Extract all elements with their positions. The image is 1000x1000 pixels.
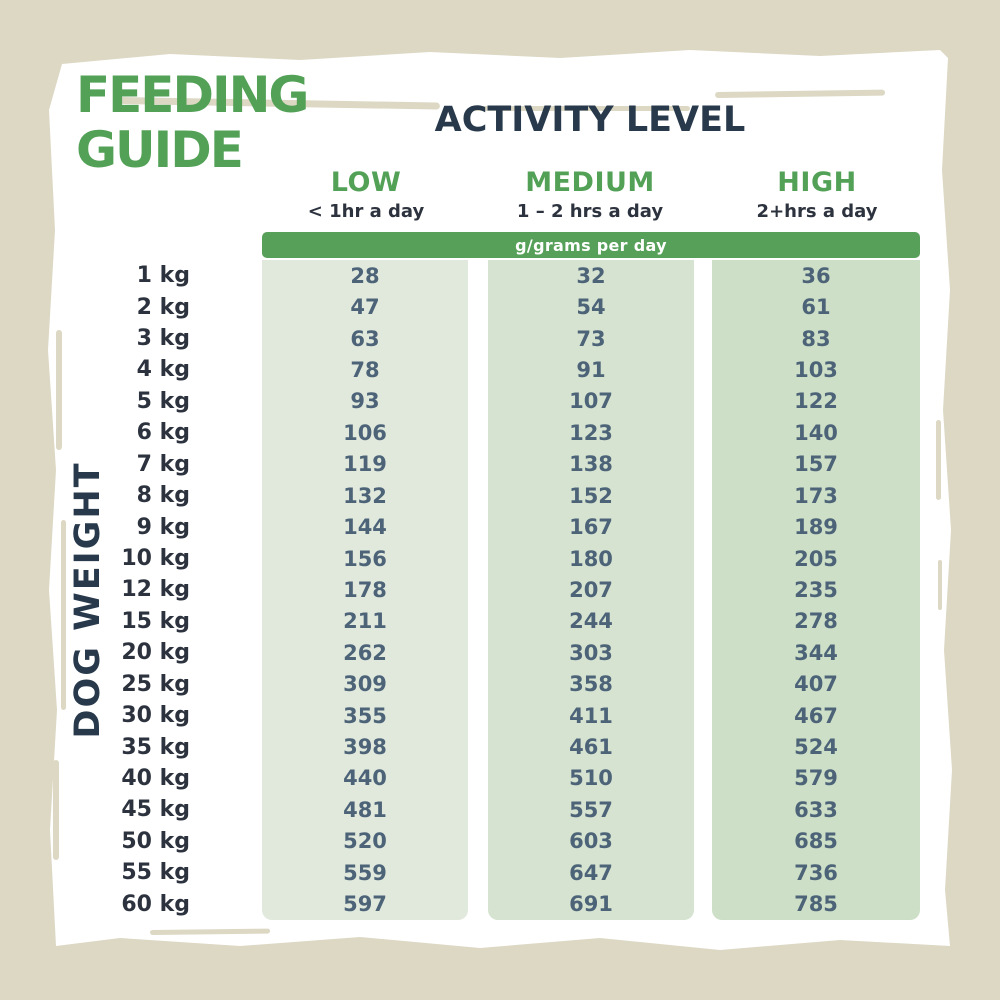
row-weight-label: 8 kg [136, 483, 190, 509]
value-medium: 603 [569, 829, 613, 854]
table-row [0, 763, 1000, 794]
column-label-low: LOW [330, 167, 402, 198]
value-high: 579 [794, 766, 838, 791]
row-weight-label: 12 kg [121, 577, 190, 603]
title-line-1: FEEDING [76, 66, 308, 124]
value-low: 93 [350, 389, 380, 414]
value-low: 106 [343, 420, 387, 445]
row-weight-label: 9 kg [136, 514, 190, 540]
column-header-medium [480, 167, 700, 222]
table-row [0, 291, 1000, 322]
table-row [0, 888, 1000, 919]
row-weight-label: 1 kg [136, 263, 190, 289]
table-row [0, 511, 1000, 542]
table-row [0, 480, 1000, 511]
row-weight-label: 5 kg [136, 388, 190, 414]
value-low: 78 [350, 357, 380, 382]
column-header-low [256, 167, 476, 222]
value-medium: 73 [576, 326, 606, 351]
column-sublabel-high: 2+hrs a day [756, 201, 878, 222]
value-medium: 207 [569, 577, 613, 602]
row-weight-label: 3 kg [136, 326, 190, 352]
table-row [0, 354, 1000, 385]
value-high: 103 [794, 357, 838, 382]
activity-level-heading: ACTIVITY LEVEL [434, 100, 746, 140]
value-high: 36 [801, 263, 831, 288]
value-medium: 54 [576, 295, 606, 320]
value-low: 119 [343, 452, 387, 477]
row-weight-label: 50 kg [121, 828, 190, 854]
row-weight-label: 4 kg [136, 357, 190, 383]
table-row [0, 700, 1000, 731]
column-label-medium: MEDIUM [525, 167, 655, 198]
value-high: 467 [794, 703, 838, 728]
row-weight-label: 60 kg [121, 891, 190, 917]
value-high: 173 [794, 483, 838, 508]
value-high: 407 [794, 672, 838, 697]
value-low: 144 [343, 515, 387, 540]
value-medium: 123 [569, 420, 613, 445]
row-weight-label: 2 kg [136, 294, 190, 320]
value-high: 189 [794, 515, 838, 540]
value-high: 785 [794, 892, 838, 917]
value-high: 205 [794, 546, 838, 571]
row-weight-label: 35 kg [121, 734, 190, 760]
value-high: 685 [794, 829, 838, 854]
units-bar: g/grams per day [262, 232, 920, 258]
value-low: 211 [343, 609, 387, 634]
value-low: 156 [343, 546, 387, 571]
row-weight-label: 40 kg [121, 765, 190, 791]
row-weight-label: 55 kg [121, 860, 190, 886]
value-high: 524 [794, 735, 838, 760]
value-medium: 152 [569, 483, 613, 508]
value-low: 440 [343, 766, 387, 791]
page-title [76, 68, 307, 178]
value-medium: 91 [576, 357, 606, 382]
value-high: 235 [794, 577, 838, 602]
column-label-high: HIGH [777, 167, 857, 198]
row-weight-label: 7 kg [136, 451, 190, 477]
table-row [0, 574, 1000, 605]
value-low: 63 [350, 326, 380, 351]
value-medium: 510 [569, 766, 613, 791]
value-medium: 244 [569, 609, 613, 634]
value-high: 344 [794, 640, 838, 665]
value-medium: 557 [569, 797, 613, 822]
table-row [0, 386, 1000, 417]
value-high: 122 [794, 389, 838, 414]
value-high: 633 [794, 797, 838, 822]
table-row [0, 668, 1000, 699]
value-low: 262 [343, 640, 387, 665]
value-low: 559 [343, 860, 387, 885]
value-low: 47 [350, 295, 380, 320]
table-row [0, 543, 1000, 574]
value-high: 140 [794, 420, 838, 445]
row-weight-label: 6 kg [136, 420, 190, 446]
row-weight-label: 15 kg [121, 608, 190, 634]
table-row [0, 606, 1000, 637]
value-low: 481 [343, 797, 387, 822]
column-sublabel-low: < 1hr a day [307, 201, 425, 222]
value-high: 736 [794, 860, 838, 885]
table-row [0, 323, 1000, 354]
table-row [0, 260, 1000, 291]
value-low: 355 [343, 703, 387, 728]
table-row [0, 857, 1000, 888]
value-medium: 411 [569, 703, 613, 728]
table-row [0, 794, 1000, 825]
value-low: 398 [343, 735, 387, 760]
title-line-2: GUIDE [76, 121, 242, 179]
column-header-high [707, 167, 927, 222]
column-sublabel-medium: 1 – 2 hrs a day [516, 201, 664, 222]
value-medium: 461 [569, 735, 613, 760]
table-row [0, 449, 1000, 480]
value-low: 309 [343, 672, 387, 697]
dog-weight-axis-label: DOG WEIGHT [68, 461, 108, 739]
value-high: 61 [801, 295, 831, 320]
row-weight-label: 20 kg [121, 640, 190, 666]
value-low: 28 [350, 263, 380, 288]
value-medium: 32 [576, 263, 606, 288]
table-row [0, 731, 1000, 762]
value-medium: 358 [569, 672, 613, 697]
table-row [0, 637, 1000, 668]
value-low: 597 [343, 892, 387, 917]
value-high: 83 [801, 326, 831, 351]
value-low: 178 [343, 577, 387, 602]
value-medium: 167 [569, 515, 613, 540]
row-weight-label: 10 kg [121, 546, 190, 571]
value-medium: 180 [569, 546, 613, 571]
value-medium: 107 [569, 389, 613, 414]
row-weight-label: 25 kg [121, 671, 190, 697]
value-medium: 303 [569, 640, 613, 665]
value-medium: 691 [569, 892, 613, 917]
row-weight-label: 45 kg [121, 797, 190, 823]
value-high: 278 [794, 609, 838, 634]
value-high: 157 [794, 452, 838, 477]
feeding-table [0, 260, 1000, 920]
value-low: 132 [343, 483, 387, 508]
table-row [0, 826, 1000, 857]
table-row [0, 417, 1000, 448]
value-medium: 138 [569, 452, 613, 477]
value-medium: 647 [569, 860, 613, 885]
value-low: 520 [343, 829, 387, 854]
row-weight-label: 30 kg [121, 703, 190, 729]
